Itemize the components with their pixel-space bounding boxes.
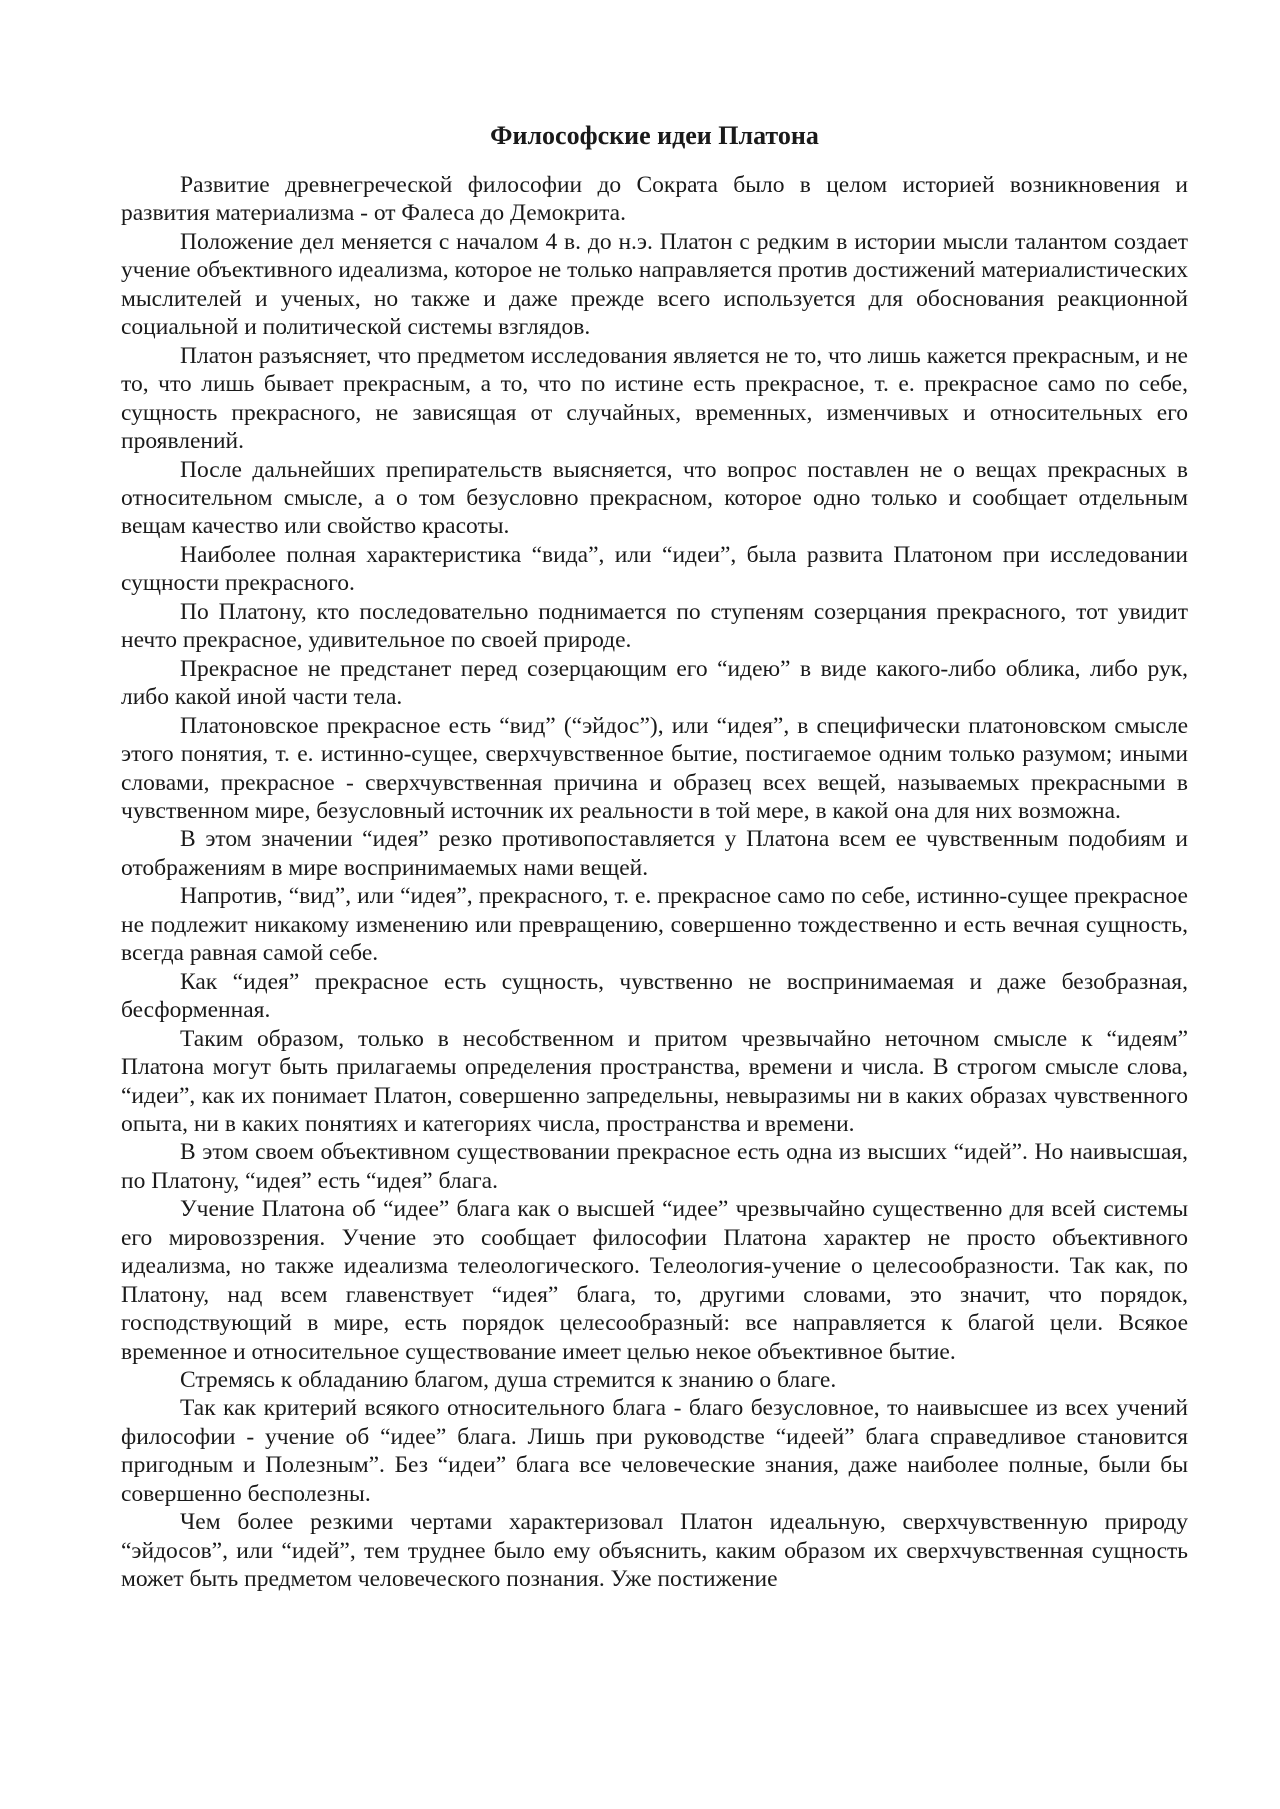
paragraph: Положение дел меняется с началом 4 в. до н.э. Платон с редким в истории мысли талантом создает учение объективного идеализма, которое не только направляется против достижений материалистических мыслителей и ученых, но также и даже прежде всего используется для обоснования реакционной социальной и политической системы взглядов.	[121, 228, 1188, 341]
paragraph: Так как критерий всякого относительного блага - благо безусловное, то наивысшее из всех учений философии - учение об “идее” блага. Лишь при руководстве “идеей” блага справедливое становится пригодным и Полезным”. Без “идеи” блага все человеческие знания, даже наиболее полные, были бы совершенно бесполезны.	[121, 1395, 1188, 1507]
paragraph: Напротив, “вид”, или “идея”, прекрасного, т. е. прекрасное само по себе, истинно-сущее прекрасное не подлежит никакому изменению или превращению, совершенно тождественно и есть вечная сущность, всегда равная самой себе.	[121, 883, 1188, 967]
paragraph: Платоновское прекрасное есть “вид” (“эйдос”), или “идея”, в специфически платоновском смысле этого понятия, т. е. истинно-сущее, сверхчувственное бытие, постигаемое одним только разумом; иными словами, прекрасное - сверхчувственная причина и образец всех вещей, называемых прекрасными в чувственном мире, безусловный источник их реальности в той мере, в какой она для них возможна.	[121, 712, 1188, 824]
document-body	[121, 118, 1188, 1594]
paragraph: Таким образом, только в несобственном и притом чрезвычайно неточном смысле к “идеям” Платона могут быть прилагаемы определения пространства, времени и числа. В строгом смысле слова, “идеи”, как их понимает Платон, совершенно запредельны, невыразимы ни в каких образах чувственного опыта, ни в каких понятиях и категориях числа, пространства и времени.	[121, 1025, 1188, 1137]
paragraph: В этом своем объективном существовании прекрасное есть одна из высших “идей”. Но наивысшая, по Платону, “идея” есть “идея” блага.	[121, 1139, 1188, 1194]
paragraph: Учение Платона об “идее” блага как о высшей “идее” чрезвычайно существенно для всей системы его мировоззрения. Учение это сообщает философии Платона характер не просто объективного идеализма, но также идеализма телеологического. Телеология-учение о целесообразности. Так как, по Платону, над всем главенствует “идея” блага, то, другими словами, это значит, что порядок, господствующий в мире, есть порядок целесообразный: все направляется к благой цели. Всякое временное и относительное существование имеет целью некое объективное бытие.	[121, 1196, 1188, 1365]
paragraph: В этом значении “идея” резко противопоставляется у Платона всем ее чувственным подобиям и отображениям в мире воспринимаемых нами вещей.	[121, 826, 1188, 881]
document-title: Философские идеи Платона	[490, 121, 819, 150]
paragraph: Чем более резкими чертами характеризовал Платон идеальную, сверхчувственную природу “эйдосов”, или “идей”, тем труднее было ему объяснить, каким образом их сверхчувственная сущность может быть предметом человеческого познания. Уже постижение	[121, 1509, 1188, 1593]
paragraph: Наиболее полная характеристика “вида”, или “идеи”, была развита Платоном при исследовании сущности прекрасного.	[121, 541, 1188, 597]
paragraph: По Платону, кто последовательно поднимается по ступеням созерцания прекрасного, тот увидит нечто прекрасное, удивительное по своей природе.	[121, 598, 1188, 654]
paragraph: Платон разъясняет, что предметом исследования является не то, что лишь кажется прекрасным, и не то, что лишь бывает прекрасным, а то, что по истине есть прекрасное, т. е. прекрасное само по себе, сущность прекрасного, не зависящая от случайных, временных, изменчивых и относительных его проявлений.	[121, 342, 1188, 455]
paragraph: Как “идея” прекрасное есть сущность, чувственно не воспринимаемая и даже безобразная, бесформенная.	[121, 968, 1188, 1024]
paragraph: Стремясь к обладанию благом, душа стремится к знанию о благе.	[180, 1367, 837, 1394]
paragraph: Прекрасное не предстанет перед созерцающим его “идею” в виде какого-либо облика, либо рук, либо какой иной части тела.	[121, 655, 1188, 711]
paragraph: После дальнейших препирательств выясняется, что вопрос поставлен не о вещах прекрасных в относительном смысле, а о том безусловно прекрасном, которое одно только и сообщает отдельным вещам качество или свойство красоты.	[121, 456, 1188, 540]
paragraph: Развитие древнегреческой философии до Сократа было в целом историей возникновения и развития материализма - от Фалеса до Демокрита.	[121, 172, 1188, 227]
